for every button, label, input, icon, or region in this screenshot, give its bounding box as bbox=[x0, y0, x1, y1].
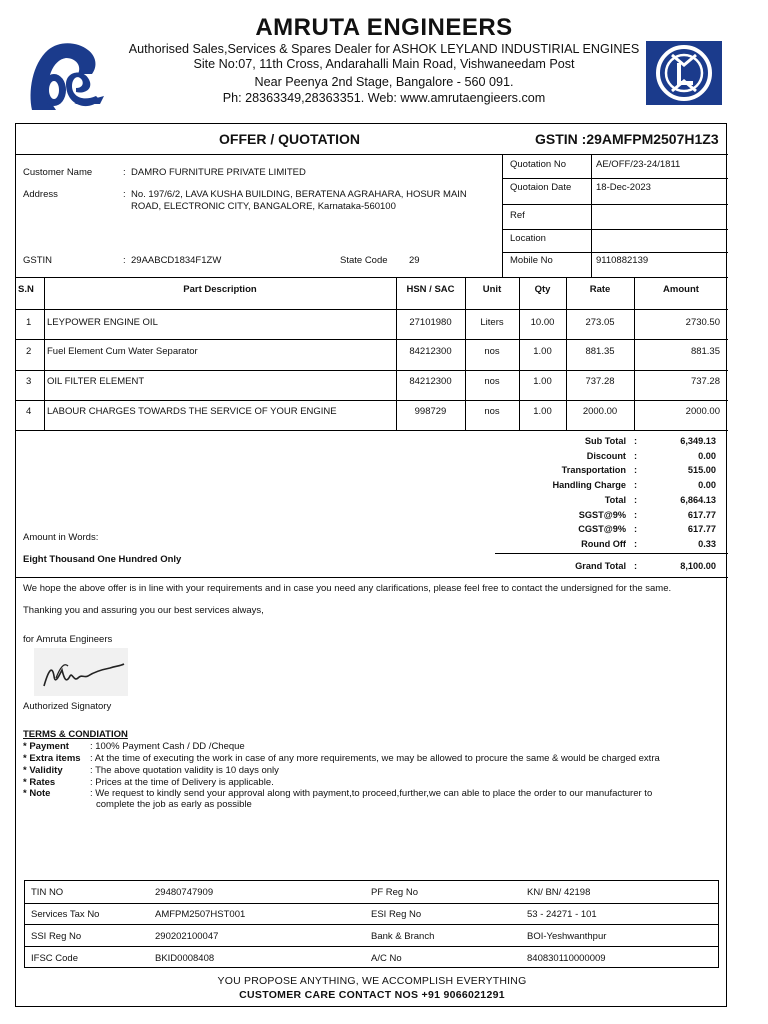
bank-label-service-tax: Services Tax No bbox=[31, 909, 100, 920]
total-sep-transportation: : bbox=[634, 465, 638, 475]
customer-gstin-sep: : bbox=[123, 255, 126, 266]
meta-label-quotation-no: Quotation No bbox=[510, 159, 566, 170]
address-line-2: ROAD, ELECTRONIC CITY, BANGALORE, Karnataka-560100 bbox=[131, 201, 396, 212]
company-tagline: Authorised Sales,Services & Spares Dealer for ASHOK LEYLAND INDUSTIRIAL ENGINES bbox=[128, 42, 640, 56]
row-4-unit: nos bbox=[484, 406, 500, 417]
row-3-hsn: 84212300 bbox=[409, 376, 452, 387]
authorized-signatory: Authorized Signatory bbox=[23, 701, 112, 712]
grand-total-label: Grand Total bbox=[575, 561, 626, 571]
grand-total-value: 8,100.00 bbox=[680, 561, 716, 571]
row-2-desc: Fuel Element Cum Water Separator bbox=[47, 346, 198, 357]
ashok-leyland-logo-icon bbox=[646, 41, 722, 105]
total-sep-cgst: : bbox=[634, 524, 638, 534]
closing-line-1: We hope the above offer is in line with your requirements and in case you need any clarifications, please feel free to contact the undersigned for the same. bbox=[23, 583, 672, 594]
company-address-2: Near Peenya 2nd Stage, Bangalore - 560 091. bbox=[254, 75, 514, 89]
company-address-1: Site No:07, 11th Cross, Andarahalli Main Road, Vishwaneedam Post bbox=[193, 57, 575, 71]
term-text-note-cont: complete the job as early as possible bbox=[96, 799, 252, 810]
col-header-rate: Rate bbox=[589, 284, 611, 295]
row-2-rate: 881.35 bbox=[585, 346, 615, 357]
row-1-rate: 273.05 bbox=[585, 317, 615, 328]
bank-value-ssi: 290202100047 bbox=[155, 931, 219, 942]
total-value-cgst: 617.77 bbox=[687, 524, 716, 534]
grand-total-sep: : bbox=[634, 561, 638, 571]
total-label-roundoff: Round Off bbox=[581, 539, 626, 549]
total-value-sgst: 617.77 bbox=[687, 510, 716, 520]
doc-title: OFFER / QUOTATION bbox=[219, 131, 361, 147]
row-3-amount: 737.28 bbox=[690, 376, 720, 387]
row-4-rate: 2000.00 bbox=[582, 406, 618, 417]
row-2-amount: 881.35 bbox=[690, 346, 720, 357]
state-code-label: State Code bbox=[340, 255, 388, 266]
row-1-desc: LEYPOWER ENGINE OIL bbox=[47, 317, 158, 328]
row-3-sn: 3 bbox=[26, 376, 32, 387]
total-label-sgst: SGST@9% bbox=[578, 510, 626, 520]
total-sep-total: : bbox=[634, 495, 638, 505]
meta-label-date: Quotaion Date bbox=[510, 182, 572, 193]
bank-value-ifsc: BKID0008408 bbox=[155, 953, 215, 964]
col-header-sn: S.N bbox=[18, 284, 34, 295]
total-label-total: Total bbox=[604, 495, 626, 505]
col-header-hsn: HSN / SAC bbox=[406, 284, 455, 295]
row-1-amount: 2730.50 bbox=[685, 317, 720, 328]
amount-words-label: Amount in Words: bbox=[23, 532, 99, 543]
total-value-subtotal: 6,349.13 bbox=[680, 436, 716, 446]
bank-label-pf: PF Reg No bbox=[371, 887, 418, 898]
for-company: for Amruta Engineers bbox=[23, 634, 113, 645]
term-text-extra: : At the time of executing the work in case of any more requirements, we may be allowed to procure the same & would be charged extra bbox=[90, 753, 660, 764]
total-label-subtotal: Sub Total bbox=[584, 436, 626, 446]
meta-value-quotation-no: AE/OFF/23-24/1811 bbox=[596, 159, 681, 170]
row-1-hsn: 27101980 bbox=[409, 317, 452, 328]
bank-details-box bbox=[24, 880, 719, 968]
total-value-discount: 0.00 bbox=[698, 451, 716, 461]
row-2-qty: 1.00 bbox=[533, 346, 552, 357]
terms-heading: TERMS & CONDIATION bbox=[23, 729, 128, 740]
row-1-unit: Liters bbox=[480, 317, 504, 328]
bank-value-esi: 53 - 24271 - 101 bbox=[527, 909, 597, 920]
total-value-transportation: 515.00 bbox=[687, 465, 716, 475]
term-key-rates: * Rates bbox=[23, 777, 56, 788]
row-1-sn: 1 bbox=[26, 317, 32, 328]
row-4-amount: 2000.00 bbox=[685, 406, 720, 417]
customer-gstin-label: GSTIN bbox=[23, 255, 53, 266]
meta-label-mobile: Mobile No bbox=[510, 255, 553, 266]
meta-value-mobile: 9110882139 bbox=[596, 255, 649, 266]
meta-value-date: 18-Dec-2023 bbox=[596, 182, 651, 193]
bank-value-service-tax: AMFPM2507HST001 bbox=[155, 909, 246, 920]
doc-gstin: GSTIN :29AMFPM2507H1Z3 bbox=[535, 131, 719, 147]
total-label-discount: Discount bbox=[586, 451, 626, 461]
row-2-sn: 2 bbox=[26, 346, 32, 357]
bank-label-ifsc: IFSC Code bbox=[31, 953, 78, 964]
row-2-unit: nos bbox=[484, 346, 500, 357]
address-label: Address bbox=[23, 189, 58, 200]
customer-gstin: 29AABCD1834F1ZW bbox=[131, 255, 222, 266]
total-label-cgst: CGST@9% bbox=[578, 524, 626, 534]
amount-words-value: Eight Thousand One Hundred Only bbox=[23, 554, 182, 565]
bank-value-account: 840830110000009 bbox=[527, 953, 606, 964]
total-sep-sgst: : bbox=[634, 510, 638, 520]
bank-value-pf: KN/ BN/ 42198 bbox=[527, 887, 591, 898]
company-contact: Ph: 28363349,28363351. Web: www.amrutaengieers.com bbox=[222, 91, 546, 105]
term-text-rates: : Prices at the time of Delivery is applicable. bbox=[90, 777, 274, 788]
total-sep-discount: : bbox=[634, 451, 638, 461]
state-code: 29 bbox=[409, 255, 420, 266]
row-3-desc: OIL FILTER ELEMENT bbox=[47, 376, 145, 387]
bank-label-ssi: SSI Reg No bbox=[31, 931, 82, 942]
term-key-note: * Note bbox=[23, 788, 51, 799]
total-sep-handling: : bbox=[634, 480, 638, 490]
row-4-sn: 4 bbox=[26, 406, 32, 417]
meta-label-ref: Ref bbox=[510, 210, 525, 221]
row-3-qty: 1.00 bbox=[533, 376, 552, 387]
row-4-desc: LABOUR CHARGES TOWARDS THE SERVICE OF YOUR ENGINE bbox=[47, 406, 337, 417]
total-label-transportation: Transportation bbox=[561, 465, 626, 475]
bank-label-tin: TIN NO bbox=[31, 887, 64, 898]
row-4-qty: 1.00 bbox=[533, 406, 552, 417]
total-label-handling: Handling Charge bbox=[552, 480, 626, 490]
customer-name-sep: : bbox=[123, 167, 126, 178]
customer-name-label: Customer Name bbox=[23, 167, 93, 178]
bank-value-tin: 29480747909 bbox=[155, 887, 214, 898]
col-header-unit: Unit bbox=[482, 284, 502, 295]
customer-name: DAMRO FURNITURE PRIVATE LIMITED bbox=[131, 167, 306, 178]
term-key-validity: * Validity bbox=[23, 765, 63, 776]
signature-icon bbox=[34, 648, 128, 696]
row-1-qty: 10.00 bbox=[530, 317, 555, 328]
col-header-description: Part Description bbox=[183, 284, 257, 295]
term-text-validity: : The above quotation validity is 10 days only bbox=[90, 765, 279, 776]
total-value-total: 6,864.13 bbox=[680, 495, 716, 505]
term-key-extra: * Extra items bbox=[23, 753, 81, 764]
col-header-qty: Qty bbox=[534, 284, 551, 295]
closing-line-2: Thanking you and assuring you our best services always, bbox=[23, 605, 264, 616]
row-2-hsn: 84212300 bbox=[409, 346, 452, 357]
col-header-amount: Amount bbox=[663, 284, 699, 295]
meta-label-location: Location bbox=[510, 233, 546, 244]
term-text-payment: : 100% Payment Cash / DD /Cheque bbox=[90, 741, 245, 752]
footer-contact: CUSTOMER CARE CONTACT NOS +91 9066021291 bbox=[239, 989, 505, 1001]
total-value-handling: 0.00 bbox=[698, 480, 716, 490]
term-text-note: : We request to kindly send your approval along with payment,to proceed,further,we can able to place the order to our manufacturer to bbox=[90, 788, 653, 799]
company-name: AMRUTA ENGINEERS bbox=[255, 14, 513, 41]
bank-value-branch: BOI-Yeshwanthpur bbox=[527, 931, 607, 942]
row-3-unit: nos bbox=[484, 376, 500, 387]
address-sep: : bbox=[123, 189, 126, 200]
total-value-roundoff: 0.33 bbox=[698, 539, 716, 549]
term-key-payment: * Payment bbox=[23, 741, 69, 752]
row-4-hsn: 998729 bbox=[414, 406, 447, 417]
row-3-rate: 737.28 bbox=[585, 376, 615, 387]
total-sep-roundoff: : bbox=[634, 539, 638, 549]
bank-label-account: A/C No bbox=[371, 953, 402, 964]
address-line-1: No. 197/6/2, LAVA KUSHA BUILDING, BERATENA AGRAHARA, HOSUR MAIN bbox=[131, 189, 467, 200]
bank-label-esi: ESI Reg No bbox=[371, 909, 422, 920]
total-sep-subtotal: : bbox=[634, 436, 638, 446]
footer-slogan: YOU PROPOSE ANYTHING, WE ACCOMPLISH EVERYTHING bbox=[217, 975, 527, 987]
bank-label-branch: Bank & Branch bbox=[371, 931, 435, 942]
quotation-frame bbox=[15, 123, 727, 1007]
